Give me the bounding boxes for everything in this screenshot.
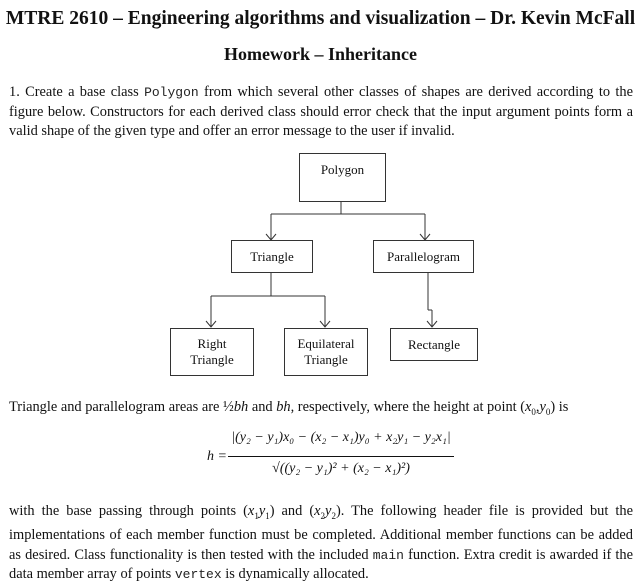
document-title: MTRE 2610 – Engineering algorithms and visualization – Dr. Kevin McFall: [5, 8, 636, 29]
document-subtitle: Homework – Inheritance: [224, 44, 417, 64]
closing-text-4: function. Extra credit is awarded if the data member array of points: [9, 546, 633, 583]
sub-y0: 0: [545, 406, 551, 417]
class-box-triangle: [231, 240, 313, 273]
class-label-right: Right: [197, 336, 227, 351]
class-box-polygon: [299, 153, 386, 202]
sub-y1: 1: [265, 510, 270, 521]
area-description: [9, 398, 633, 422]
var-y2: y: [325, 503, 332, 519]
code-polygon: Polygon: [144, 85, 199, 100]
class-label-parallelogram: Parallelogram: [387, 248, 460, 264]
problem-1-part1: 1. Create a base class: [9, 84, 145, 100]
formula-lhs: h =: [207, 449, 227, 464]
area-text-3: , respectively, where the height at point (: [290, 399, 526, 415]
class-box-parallelogram: [373, 240, 474, 273]
var-x1: x: [247, 503, 255, 519]
closing-text-2: ) and (: [269, 503, 315, 519]
area-text-2: and: [248, 399, 277, 415]
var-y0: y: [539, 399, 546, 415]
closing-paragraph: [9, 502, 633, 585]
sub-x1: 1: [254, 510, 259, 521]
closing-text-5: is dynamically allocated.: [221, 566, 369, 583]
var-x2: x: [314, 503, 321, 519]
problem-1-part2: from which several other classes of shapes are derived according to the figure below. Constructors for each derived class should error check that the input argument points form a valid shape of the given type and offer an error message to the user if invalid.: [9, 84, 633, 139]
code-main: main: [372, 547, 404, 563]
sub-x2: 2: [320, 510, 326, 521]
var-y1: y: [258, 503, 266, 519]
sub-x0: 0: [531, 406, 536, 417]
class-label-equilateral-triangle: Triangle: [304, 352, 348, 367]
area-comma: ,: [535, 399, 540, 415]
class-box-right-triangle: [170, 328, 254, 376]
code-vertex: vertex: [174, 567, 222, 583]
area-bh-1: bh: [233, 399, 249, 415]
class-label-polygon: Polygon: [320, 162, 365, 177]
formula-denominator: √((y₂ − y₁)² + (x₂ − x₁)²): [272, 461, 410, 476]
sub-y2: 2: [331, 510, 336, 521]
formula-fraction-bar: [228, 456, 454, 457]
formula-numerator: |(y₂ − y₁)x₀ − (x₂ − x₁)y₀ + x₂y₁ − y₂x₁|: [231, 430, 451, 445]
class-box-rectangle: [390, 328, 478, 361]
closing-text-1: with the base passing through points (: [9, 503, 248, 519]
area-text-4: ) is: [550, 399, 569, 415]
class-label-rectangle: Rectangle: [408, 336, 460, 352]
class-label-triangle: Triangle: [250, 248, 294, 264]
class-label-equilateral: Equilateral: [297, 336, 355, 351]
class-label-right-triangle: Triangle: [190, 352, 234, 367]
area-text-1: Triangle and parallelogram areas are ½: [9, 399, 234, 415]
closing-text-3: ). The following header file is provided but the implementations of each member function must be completed. Additional member functions can be added as desired. Class functionality is then tested with the included: [9, 503, 633, 563]
area-bh-2: bh: [276, 399, 291, 415]
var-x0: x: [525, 399, 532, 415]
class-box-equilateral-triangle: [284, 328, 368, 376]
